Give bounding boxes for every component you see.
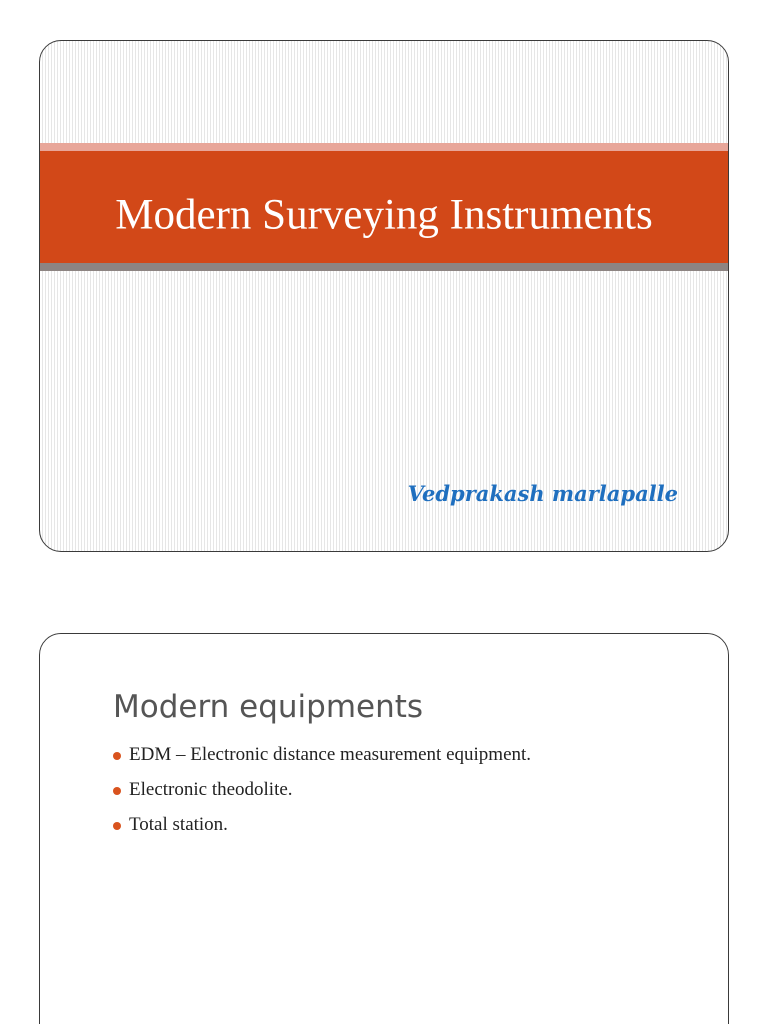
- bullet-dot-icon: [113, 787, 121, 795]
- bullet-dot-icon: [113, 752, 121, 760]
- title-band-highlight: [40, 143, 728, 151]
- bullet-text: EDM – Electronic distance measurement equipment.: [129, 744, 532, 765]
- bullet-dot-icon: [113, 822, 121, 830]
- content-slide: [39, 633, 729, 1024]
- slide-title: Modern Surveying Instruments: [115, 191, 653, 239]
- bullet-item: [113, 814, 531, 849]
- title-slide: [39, 40, 729, 552]
- bullet-item: [113, 779, 531, 814]
- slide-heading: Modern equipments: [113, 689, 424, 725]
- author-name: Vedprakash marlapalle: [407, 481, 678, 506]
- bullet-item: [113, 744, 531, 779]
- bullet-list: [113, 744, 531, 849]
- bullet-text: Total station.: [129, 814, 228, 835]
- bullet-text: Electronic theodolite.: [129, 779, 293, 800]
- title-band-shadow: [40, 263, 728, 271]
